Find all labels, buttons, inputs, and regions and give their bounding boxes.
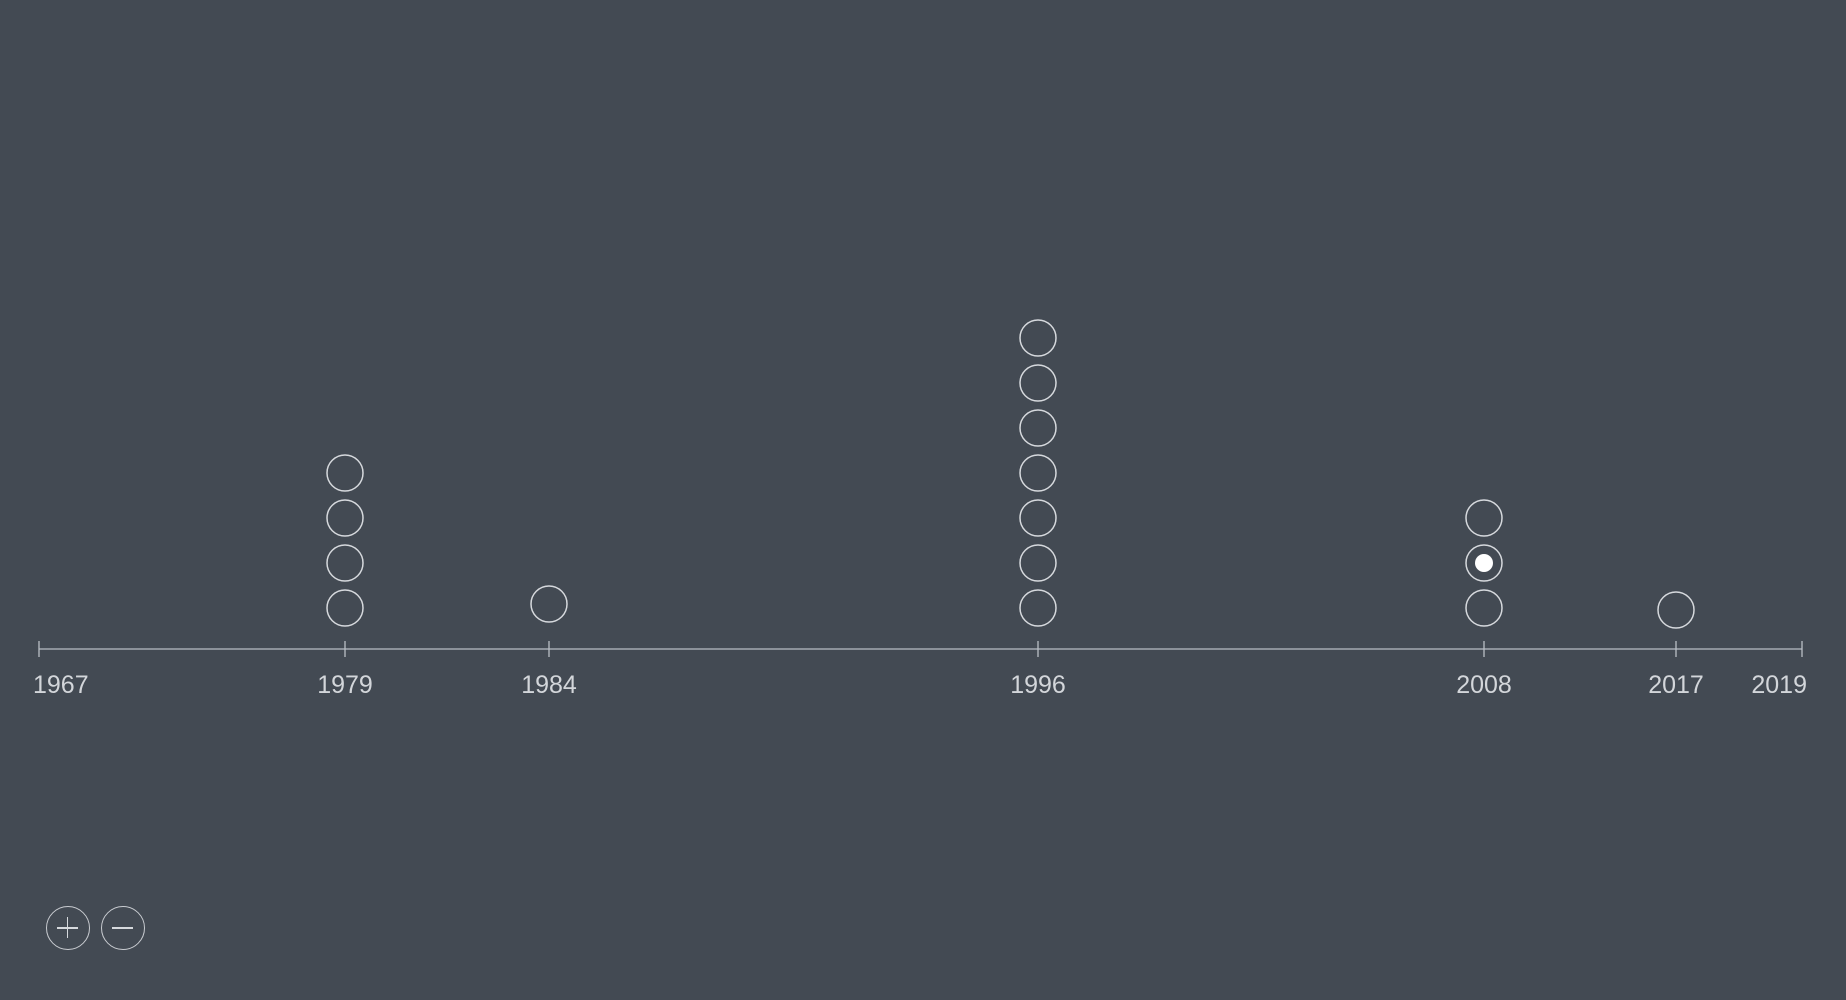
event-dot-1996-2[interactable] xyxy=(1020,365,1056,401)
timeline-events xyxy=(327,320,1694,628)
event-dot-2008-2[interactable] xyxy=(1466,545,1502,581)
timeline-label-1979: 1979 xyxy=(317,671,373,699)
timeline-label-1984: 1984 xyxy=(521,671,577,699)
event-dot-1996-7[interactable] xyxy=(1020,590,1056,626)
timeline-label-1996: 1996 xyxy=(1010,671,1066,699)
plus-icon-vertical xyxy=(67,917,69,938)
event-dot-2008-3[interactable] xyxy=(1466,590,1502,626)
timeline-label-1967: 1967 xyxy=(33,671,89,699)
timeline-label-2008: 2008 xyxy=(1456,671,1512,699)
event-dot-1979-3[interactable] xyxy=(327,545,363,581)
event-dot-1979-1[interactable] xyxy=(327,455,363,491)
event-dot-2008-1[interactable] xyxy=(1466,500,1502,536)
event-dot-1996-1[interactable] xyxy=(1020,320,1056,356)
timeline-label-2017: 2017 xyxy=(1648,671,1704,699)
event-dot-1996-6[interactable] xyxy=(1020,545,1056,581)
event-dot-1996-3[interactable] xyxy=(1020,410,1056,446)
event-dot-2017-1[interactable] xyxy=(1658,592,1694,628)
zoom-in-button[interactable] xyxy=(46,906,90,950)
event-dot-1979-2[interactable] xyxy=(327,500,363,536)
event-dot-1979-4[interactable] xyxy=(327,590,363,626)
event-dot-1996-5[interactable] xyxy=(1020,500,1056,536)
zoom-out-button[interactable] xyxy=(101,906,145,950)
timeline-label-2019: 2019 xyxy=(1751,671,1807,699)
timeline-ticks xyxy=(33,641,1807,699)
minus-icon xyxy=(112,927,133,929)
event-dot-1984-1[interactable] xyxy=(531,586,567,622)
event-dot-1996-4[interactable] xyxy=(1020,455,1056,491)
